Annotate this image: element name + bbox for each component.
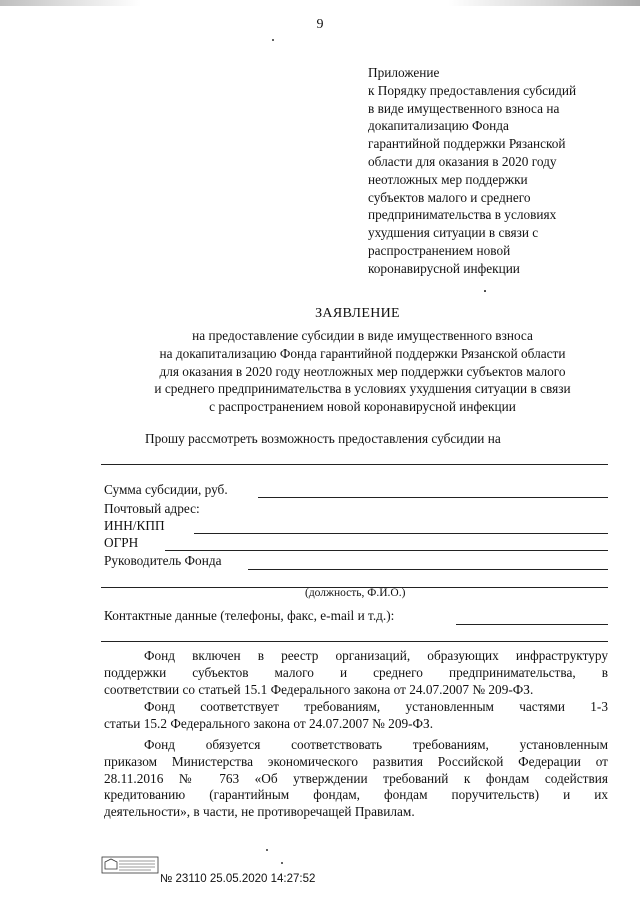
appendix-line: в виде имущественного взноса на bbox=[368, 100, 560, 116]
appendix-line: ухудшения ситуации в связи с bbox=[368, 225, 539, 241]
government-logo-icon bbox=[101, 856, 159, 874]
request-fill-line bbox=[101, 464, 608, 465]
appendix-line: неотложных мер поддержки bbox=[368, 171, 528, 187]
postal-address-label: Почтовый адрес: bbox=[104, 501, 200, 516]
paragraph-obligation bbox=[104, 737, 608, 821]
ogrn-label: ОГРН bbox=[104, 535, 139, 550]
fund-head-line bbox=[248, 569, 608, 570]
paragraph-line: 28.11.2016 № 763 «Об утверждении требований к фондам содействия bbox=[104, 770, 608, 786]
subtitle-line: на предоставление субсидии в виде имущественного взноса bbox=[192, 328, 533, 343]
appendix-line: гарантийной поддержки Рязанской bbox=[368, 136, 566, 152]
ogrn-line bbox=[165, 550, 608, 551]
paragraph-line: приказом Министерства экономического развития Российской Федерации от bbox=[104, 753, 608, 769]
document-registration-mark: № 23110 25.05.2020 14:27:52 bbox=[160, 873, 316, 885]
subtitle-line: и среднего предпринимательства в условиях ухудшения ситуации в связи bbox=[154, 381, 571, 397]
page-number: 9 bbox=[316, 17, 324, 32]
appendix-line: области для оказания в 2020 году bbox=[368, 153, 557, 169]
paragraph-line: Фонд соответствует требованиям, установленным частями 1-3 bbox=[144, 699, 608, 714]
paragraph-line: кредитованию (гарантийным фондам, фондам поручительств) и их bbox=[104, 787, 608, 803]
subtitle-line: на докапитализацию Фонда гарантийной поддержки Рязанской области bbox=[159, 345, 566, 361]
contacts-line bbox=[456, 624, 608, 625]
statement-subtitle bbox=[100, 327, 625, 416]
paragraph-line: Фонд включен в реестр организаций, образующих инфраструктуру bbox=[144, 648, 608, 663]
scan-speck bbox=[484, 290, 486, 292]
appendix-line: докапитализацию Фонда bbox=[368, 118, 509, 134]
fund-head-label: Руководитель Фонда bbox=[104, 553, 222, 568]
appendix-line: коронавирусной инфекции bbox=[368, 260, 520, 276]
scan-speck bbox=[281, 862, 283, 864]
appendix-line: предпринимательства в условиях bbox=[368, 207, 557, 223]
inn-kpp-line bbox=[194, 533, 608, 534]
paragraph-line: соответствии со статьей 15.1 Федерального закона от 24.07.2007 № 209-ФЗ. bbox=[104, 681, 534, 697]
request-text: Прошу рассмотреть возможность предоставления субсидии на bbox=[145, 431, 501, 446]
subsidy-amount-line bbox=[258, 497, 608, 498]
subsidy-amount-label: Сумма субсидии, руб. bbox=[104, 482, 228, 497]
paragraph-line: деятельности», в части, не противоречащей Правилам. bbox=[104, 804, 415, 820]
scan-edge bbox=[0, 0, 640, 6]
paragraph-line: статьи 15.2 Федерального закона от 24.07.2007 № 209-ФЗ. bbox=[104, 715, 434, 731]
paragraph-line: Фонд обязуется соответствовать требованиям, установленным bbox=[144, 737, 608, 752]
inn-kpp-label: ИНН/КПП bbox=[104, 518, 165, 533]
paragraph-registry bbox=[104, 648, 608, 698]
appendix-line: Приложение bbox=[368, 65, 440, 80]
appendix-line: субъектов малого и среднего bbox=[368, 189, 531, 205]
appendix-line: распространением новой bbox=[368, 242, 511, 258]
paragraph-line: поддержки субъектов малого и среднего предпринимательства, в bbox=[104, 664, 608, 680]
subtitle-line: для оказания в 2020 году неотложных мер поддержки субъектов малого bbox=[159, 363, 566, 379]
scan-speck bbox=[266, 849, 268, 851]
statement-title: ЗАЯВЛЕНИЕ bbox=[315, 306, 400, 321]
appendix-note bbox=[368, 64, 618, 278]
scan-speck bbox=[272, 39, 274, 41]
subtitle-line: с распространением новой коронавирусной инфекции bbox=[209, 399, 516, 415]
paragraph-compliance bbox=[104, 699, 608, 733]
contacts-line-2 bbox=[101, 641, 608, 642]
contacts-label: Контактные данные (телефоны, факс, e-mail и т.д.): bbox=[104, 608, 395, 623]
position-caption: (должность, Ф.И.О.) bbox=[305, 587, 406, 599]
appendix-line: к Порядку предоставления субсидий bbox=[368, 82, 577, 98]
